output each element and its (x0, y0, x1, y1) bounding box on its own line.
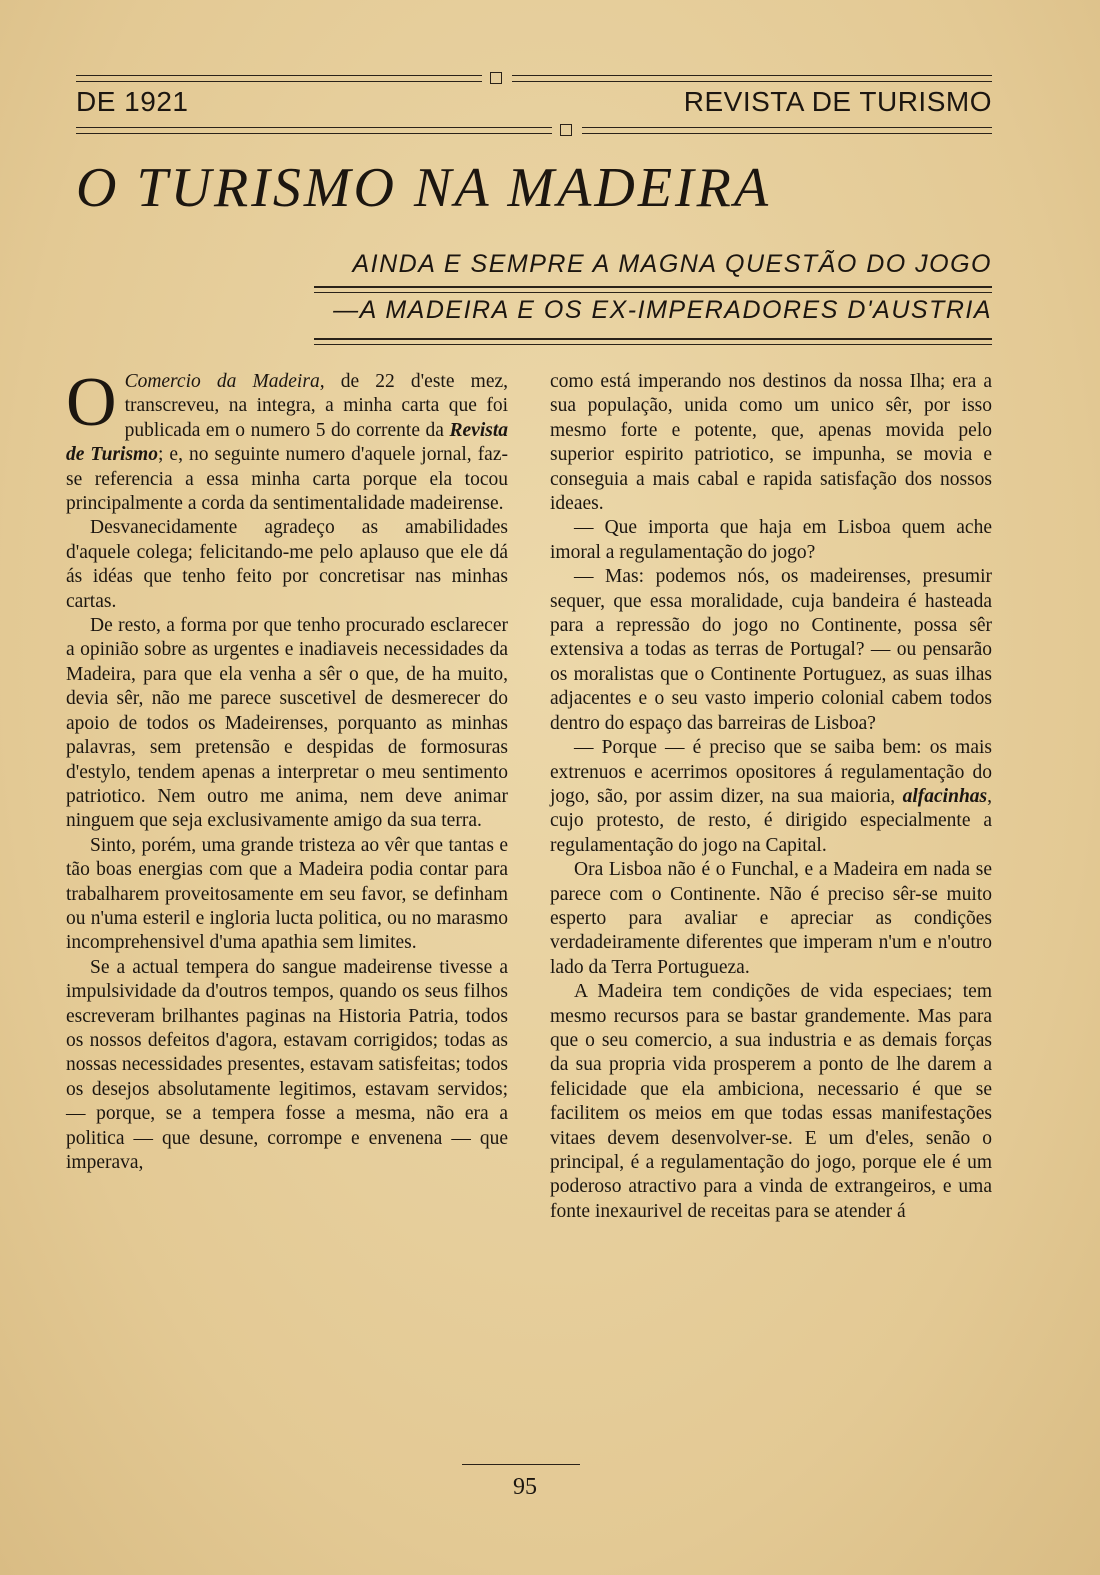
subtitle-rule (314, 286, 992, 293)
paragraph: Desvanecidamente agradeço as amabilidades d'aquele colega; felicitando-me pelo aplauso que ele dá ás idéas que tenho feito por concretisar nas minhas cartas. (66, 517, 508, 612)
paragraph: A Madeira tem condições de vida especiaes; tem mesmo recursos para se bastar grandemente. Mas para que o seu comercio, a sua industria e as demais forças da sua propria vida prosperem a ponto de lhe darem a felicidade que ela ambiciona, necessario é que se facilitem os meios em que todas essas manifestações vitaes devem desenvolver-se. E um d'eles, senão o principal, é a regulamentação do jogo, porque ele é um poderoso atractivo para a vinda de extrangeiros, e uma fonte inexaurivel de receitas para se atender á (550, 981, 992, 1222)
subtitle-line-1: AINDA E SEMPRE A MAGNA QUESTÃO DO JOGO (352, 250, 992, 278)
paragraph: De resto, a forma por que tenho procurado esclarecer a opinião sobre as urgentes e inadiaveis necessidades da Madeira, para que ela venha a sêr o que, de ha muito, devia sêr, não me parece suscetivel de desmerecer do apoio de todos os Madeirenses, porquanto as minhas palavras, sem pretensão e despidas de formosuras d'estylo, tendem apenas a interpretar o meu sentimento patriotico. Nem outro me anima, nem deve animar ninguem que seja exclusivamente amigo da sua terra. (66, 615, 508, 832)
header-bottom-rule (76, 124, 992, 138)
footer-rule (462, 1464, 580, 1465)
newspaper-name: Comercio da Madeira, (124, 371, 325, 392)
drop-cap: O (66, 364, 117, 441)
paragraph: Ora Lisboa não é o Funchal, e a Madeira em nada se parece com o Continente. Não é preciso sêr-se muito esperto para avaliar e apreciar as condições verdadeiramente diferentes que imperam n'um e n'outro lado da Terra Portugueza. (550, 859, 992, 978)
paragraph (550, 736, 992, 858)
paragraph-text: de 22 d'este mez, transcreveu, na integra, a minha carta que foi publicada em o numero 5 do corrente da (124, 371, 508, 441)
paragraph: como está imperando nos destinos da nossa Ilha; era a sua população, unida como um unico sêr, por isso mesmo forte e potente, que, apenas movida pelo superior espirito patriotico, se impunha, se movia e conseguia a mais cabal e rapida satisfação dos nossos ideaes. (550, 371, 992, 515)
article-body (66, 364, 992, 1224)
page-number: 95 (513, 1474, 537, 1500)
paragraph (66, 364, 508, 516)
running-header-title: REVISTA DE TURISMO (683, 86, 992, 117)
emphasis-word: alfacinhas (902, 785, 988, 807)
column-right (550, 370, 992, 1224)
subtitle-line-2: —A MADEIRA E OS EX-IMPERADORES D'AUSTRIA (333, 296, 992, 324)
paragraph: Se a actual tempera do sangue madeirense tivesse a impulsividade da d'outros tempos, quando os seus filhos escreveram brilhantes paginas na Historia Patria, todos os nossos defeitos d'agora, estavam corrigidos; todas as nossas necessidades presentes, estavam satisfeitas; todos os desejos absolutamente legitimos, estavam servidos; — porque, se a tempera fosse a mesma, não era a politica — que desune, corrompe e envenena — que imperava, (66, 956, 508, 1173)
rule-ornament (490, 72, 502, 84)
running-header-date: DE 1921 (76, 86, 189, 117)
paragraph: — Mas: podemos nós, os madeirenses, presumir sequer, que essa moralidade, cuja bandeira é hasteada para a repressão do jogo no Continente, possa sêr extensiva a todas as terras de Portugal? — ou pensarão os moralistas que o Continente Portuguez, as suas ilhas adjacentes e o seu vasto imperio colonial cabem todos dentro do espaço das barreiras de Lisboa? (550, 566, 992, 734)
paragraph-text: , cujo protesto, de resto, é dirigido especialmente a regulamentação do jogo na Capital. (550, 785, 992, 856)
paragraph-text: ; e, no seguinte numero d'aquele jornal, faz-se referencia a essa minha carta porque ela tocou principalmente a corda da sentimentalidade madeirense. (66, 444, 508, 515)
subtitle-rule (314, 338, 992, 345)
paragraph: — Que importa que haja em Lisboa quem ache imoral a regulamentação do jogo? (550, 517, 992, 563)
column-left (66, 364, 508, 1224)
paragraph: Sinto, porém, uma grande tristeza ao vêr que tantas e tão boas energias com que a Madeira podia contar para trabalharem proveitosamente em seu favor, se definham ou n'uma esteril e ingloria lucta politica, ou no marasmo incomprehensivel d'uma apathia sem limites. (66, 834, 508, 954)
top-double-rule (76, 72, 992, 86)
paragraph-text: — Porque — é preciso que se saiba bem: os mais extrenuos e acerrimos opositores á regulamentação do jogo, são, por assim dizer, na sua maioria, (550, 737, 992, 807)
publication-name: Revista de Turismo (66, 419, 508, 466)
rule-ornament (560, 124, 572, 136)
article-title: O TURISMO NA MADEIRA (76, 157, 772, 219)
